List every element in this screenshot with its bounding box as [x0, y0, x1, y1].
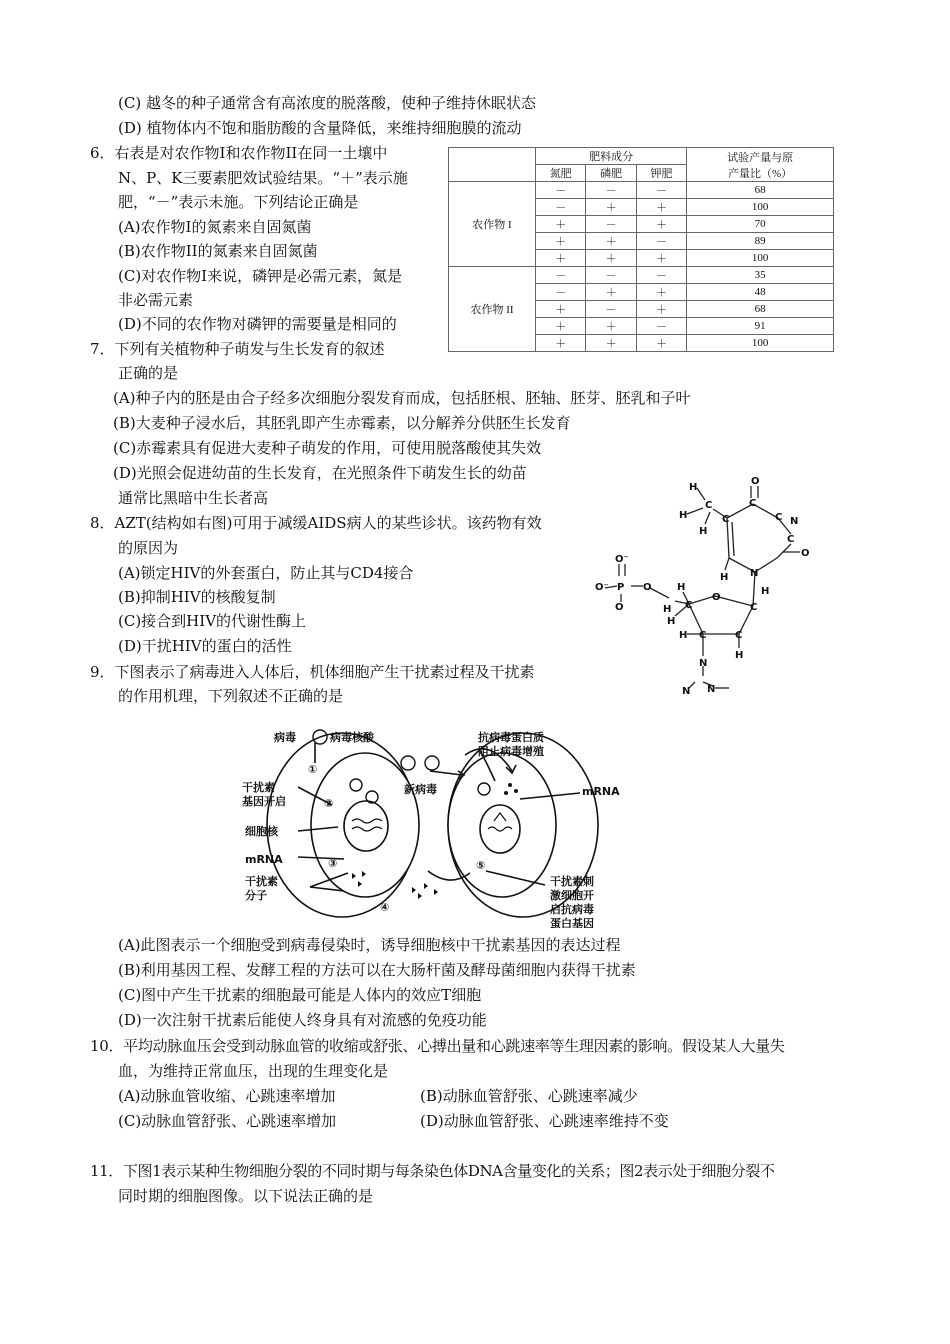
q5-option-d: (D) 植物体内不饱和脂肪酸的含量降低，来维持细胞膜的流动	[118, 119, 522, 137]
azt-atom-label: C	[722, 514, 730, 525]
azt-atom-label: H	[663, 604, 672, 615]
q8-option-d: (D)干扰HIV的蛋白的活性	[118, 637, 292, 655]
table-row: ＋ ＋ － 91	[449, 318, 834, 335]
label-antiviral: 阻止病毒增殖	[478, 745, 544, 758]
azt-atom-label: C	[749, 498, 757, 509]
azt-atom-label: H	[689, 482, 698, 493]
azt-atom-label: O	[615, 602, 624, 613]
q7-option-d: (D)光照会促进幼苗的生长发育，在光照条件下萌发生长的幼苗	[113, 464, 527, 482]
azt-atom-label: C	[705, 500, 713, 511]
q8-option-b: (B)抑制HIV的核酸复制	[118, 588, 276, 606]
azt-structure-diagram	[595, 476, 845, 701]
azt-atom-label: O	[801, 548, 810, 559]
label-gene-on: 基因开启	[242, 795, 286, 808]
azt-atom-label: C	[699, 630, 707, 641]
azt-atom-label: O	[712, 592, 721, 603]
azt-atom-label: C	[775, 512, 783, 523]
label-nucleus: 细胞核	[245, 825, 278, 838]
label-mrna-left: mRNA	[245, 853, 283, 866]
crop-label: 农作物 II	[449, 267, 536, 352]
table-header-ratio: 试验产量与原 产量比（%）	[687, 148, 834, 182]
q6-stem: 肥，“－”表示未施。下列结论正确是	[118, 193, 359, 211]
q9-option-d: (D)一次注射干扰素后能使人终身具有对流感的免疫功能	[118, 1011, 487, 1029]
azt-atom-label: C	[750, 602, 758, 613]
step-1: ①	[308, 763, 318, 776]
q9-option-c: (C)图中产生干扰素的细胞最可能是人体内的效应T细胞	[118, 986, 482, 1004]
step-3: ③	[328, 857, 338, 870]
q6-option-c: (C)对农作物I来说，磷钾是必需元素，氮是	[118, 267, 403, 285]
q6-option-c: 非必需元素	[118, 291, 194, 309]
interferon-diagram	[240, 723, 640, 928]
step-2: ②	[324, 797, 334, 810]
q6-stem: 6．右表是对农作物I和农作物II在同一土壤中	[90, 144, 388, 162]
table-row: ＋ － ＋ 68	[449, 301, 834, 318]
q10-option-d: (D)动脉血管舒张、心跳速率维持不变	[420, 1112, 669, 1130]
step-5: ⑤	[476, 859, 486, 872]
label-stimulate: 干扰素刺	[550, 875, 594, 888]
q10-option-a: (A)动脉血管收缩、心跳速率增加	[118, 1087, 336, 1105]
azt-atom-label: H	[735, 650, 744, 661]
azt-atom-label: H	[761, 586, 770, 597]
q11-stem: 11．下图1表示某种生物细胞分裂的不同时期与每条染色体DNA含量变化的关系；图2表示处于细胞分裂不	[90, 1162, 775, 1180]
azt-atom-label: C	[735, 630, 743, 641]
azt-atom-label: H	[679, 510, 688, 521]
azt-atom-label: N	[699, 658, 708, 669]
q9-option-a: (A)此图表示一个细胞受到病毒侵染时，诱导细胞核中干扰素基因的表达过程	[118, 936, 621, 954]
q11-stem: 同时期的细胞图像。以下说法正确的是	[118, 1187, 374, 1205]
label-new-virus: 新病毒	[404, 783, 437, 796]
azt-atom-label: H	[677, 582, 686, 593]
table-header-group: 肥料成分	[536, 148, 687, 165]
q7-stem: 7．下列有关植物种子萌发与生长发育的叙述	[90, 340, 385, 358]
azt-atom-label: O⁻	[615, 554, 629, 565]
q9-stem: 的作用机理，下列叙述不正确的是	[118, 687, 344, 705]
azt-atom-label: N	[750, 568, 759, 579]
table-row: ＋ － ＋ 70	[449, 216, 834, 233]
q8-option-c: (C)接合到HIV的代谢性酶上	[118, 612, 307, 630]
azt-atom-label: O	[643, 582, 652, 593]
q10-option-b: (B)动脉血管舒张、心跳速率减少	[420, 1087, 638, 1105]
label-molecule: 干扰素	[245, 875, 278, 888]
q5-option-c: (C) 越冬的种子通常含有高浓度的脱落酸，使种子维持休眠状态	[118, 94, 536, 112]
q10-stem: 10．平均动脉血压会受到动脉血管的收缩或舒张、心搏出量和心跳速率等生理因素的影响。假设某人大量失	[90, 1037, 785, 1055]
azt-atom-label: H	[699, 526, 708, 537]
q8-stem: 8．AZT(结构如右图)可用于减缓AIDS病人的某些诊状。该药物有效	[90, 514, 542, 532]
q7-option-a: (A)种子内的胚是由合子经多次细胞分裂发育而成，包括胚根、胚轴、胚芽、胚乳和子叶	[113, 389, 691, 407]
label-virus: 病毒	[274, 731, 296, 744]
q7-option-d: 通常比黑暗中生长者高	[118, 489, 269, 507]
q6-option-d: (D)不同的农作物对磷钾的需要量是相同的	[118, 315, 397, 333]
table-row: ＋ ＋ － 89	[449, 233, 834, 250]
table-header-n: 氮肥	[536, 165, 586, 182]
azt-atom-label: P	[617, 582, 625, 593]
azt-atom-label: C	[787, 534, 795, 545]
table-row: ＋ ＋ ＋ 100	[449, 250, 834, 267]
label-gene-on: 干扰素	[242, 781, 275, 794]
q8-option-a: (A)锁定HIV的外套蛋白，防止其与CD4接合	[118, 564, 414, 582]
q9-stem: 9．下图表示了病毒进入人体后，机体细胞产生干扰素过程及干扰素	[90, 663, 535, 681]
label-mrna-right: mRNA	[582, 785, 620, 798]
q7-stem: 正确的是	[118, 364, 179, 382]
label-antiviral: 抗病毒蛋白质	[478, 731, 544, 744]
table-row: － ＋ ＋ 48	[449, 284, 834, 301]
label-stimulate: 启抗病毒	[550, 903, 594, 916]
q6-option-a: (A)农作物I的氮素来自固氮菌	[118, 218, 312, 236]
label-stimulate: 蛋白基因	[550, 917, 594, 928]
step-4: ④	[380, 901, 390, 914]
table-header-k: 钾肥	[636, 165, 686, 182]
azt-atom-label: N	[707, 684, 716, 695]
q6-stem: N、P、K三要素肥效试验结果。“＋”表示施	[118, 169, 408, 187]
q10-stem: 血，为维持正常血压，出现的生理变化是	[118, 1062, 389, 1080]
azt-atom-label: C	[685, 600, 693, 611]
q6-option-b: (B)农作物II的氮素来自固氮菌	[118, 242, 318, 260]
label-stimulate: 激细胞开	[550, 889, 594, 902]
table-row: 农作物 II － － － 35	[449, 267, 834, 284]
table-header-p: 磷肥	[586, 165, 636, 182]
q9-option-b: (B)利用基因工程、发酵工程的方法可以在大肠杆菌及酵母菌细胞内获得干扰素	[118, 961, 636, 979]
azt-atom-label: O⁻	[595, 582, 609, 593]
azt-atom-label: H	[667, 616, 676, 627]
table-row: 农作物 I － － － 68	[449, 182, 834, 199]
azt-atom-label: H	[679, 630, 688, 641]
azt-atom-label: N	[790, 516, 799, 527]
azt-atom-label: H	[720, 572, 729, 583]
azt-atom-label: O	[751, 476, 760, 487]
q7-option-b: (B)大麦种子浸水后，其胚乳即产生赤霉素，以分解养分供胚生长发育	[113, 414, 571, 432]
label-virus-nucleic: 病毒核酸	[330, 731, 374, 744]
table-row: ＋ ＋ ＋ 100	[449, 335, 834, 352]
q10-option-c: (C)动脉血管舒张、心跳速率增加	[118, 1112, 337, 1130]
azt-atom-label: N	[682, 686, 691, 697]
q7-option-c: (C)赤霉素具有促进大麦种子萌发的作用，可使用脱落酸使其失效	[113, 439, 542, 457]
q8-stem: 的原因为	[118, 539, 179, 557]
table-row: － ＋ ＋ 100	[449, 199, 834, 216]
label-molecule: 分子	[245, 889, 267, 902]
fertilizer-table	[448, 147, 834, 352]
table-corner	[449, 148, 536, 182]
crop-label: 农作物 I	[449, 182, 536, 267]
